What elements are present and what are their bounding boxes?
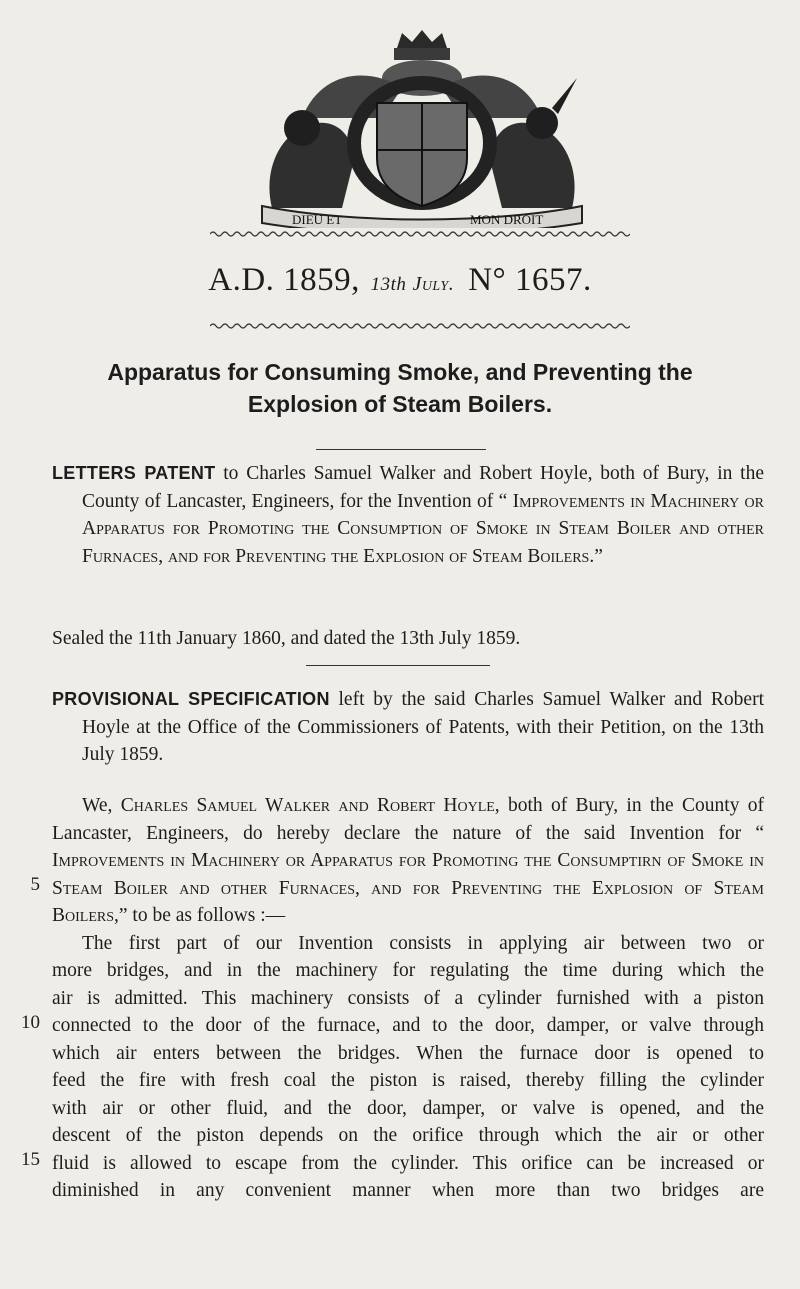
body-line: air is admitted. This machinery consists of a cylinder furnished with a piston <box>52 987 764 1009</box>
body-line: connected to the door of the furnace, and to the door, damper, or valve through <box>52 1015 764 1036</box>
body-line: descent of the piston depends on the orifice through which the air or other <box>52 1125 764 1146</box>
patent-number: N° 1657. <box>468 262 592 298</box>
letters-patent-close: ” <box>594 545 603 567</box>
provisional-text: left by the said Charles Samuel Walker and Robert Hoyle at the Office of the Commissioners of Patents, with their Petition, on the 13th July 1859. <box>82 689 764 765</box>
body-line: fluid is allowed to escape from the cylinder. This orifice can be increased or <box>52 1152 764 1174</box>
motto-left: DIEU ET <box>292 212 343 227</box>
divider-1 <box>316 449 486 450</box>
body-line: which air enters between the bridges. When the furnace door is opened to <box>52 1042 764 1064</box>
body-line: with air or other fluid, and the door, damper, or valve is opened, and the <box>52 1097 764 1119</box>
month: July. <box>412 273 455 295</box>
applicant-names: Charles Samuel Walker and Robert Hoyle, <box>120 795 500 816</box>
we: We, <box>82 795 121 816</box>
letters-patent-text: to Charles Samuel Walker and Robert Hoyle, both of Bury, in the County of Lancaster, Engineers, for the Invention of “ <box>82 463 765 512</box>
body-line: more bridges, and in the machinery for regulating the time during which the <box>52 960 764 981</box>
body-line: feed the fire with fresh coal the piston is raised, thereby filling the cylinder <box>52 1070 764 1091</box>
sealed-text: Sealed the 11th January 1860, and dated the 13th July 1859. <box>52 628 521 649</box>
document-title <box>40 356 760 420</box>
title-line-2: Explosion of Steam Boilers. <box>247 391 553 417</box>
motto-right: MON DROIT <box>470 212 544 227</box>
wavy-rule-bottom <box>210 322 630 330</box>
provisional-specification <box>52 686 764 769</box>
body-line: diminished in any convenient manner when more than two bridges are <box>52 1180 764 1201</box>
body-paragraph-1 <box>52 792 764 930</box>
date-line <box>0 262 800 299</box>
letters-patent-paragraph <box>52 460 764 570</box>
royal-coat-of-arms <box>232 28 612 228</box>
line-number-10: 10 <box>21 1012 40 1033</box>
p1-invention: Improvements in Machinery or Apparatus for Promoting the Consumptirn of Smoke in Steam Boiler and other Furnaces, and for Preventing the Explosion of Steam Boilers, <box>52 850 764 926</box>
letters-patent-invention: Improvements in Machinery or Apparatus for Promoting the Consumption of Smoke in Steam Boiler and other Furnaces, and for Preventing the Explosion of Steam Boilers. <box>82 490 764 567</box>
wavy-rule-top <box>210 230 630 238</box>
p1-text-a: both of Bury, in the County of Lancaster, Engineers, do hereby declare the nature of the said Invention for “ <box>52 795 764 844</box>
letters-patent-heading: LETTERS PATENT <box>52 463 216 483</box>
provisional-heading: PROVISIONAL SPECIFICATION <box>52 689 330 709</box>
sealed-line <box>52 625 764 653</box>
body-line: The first part of our Invention consists in applying air between two or <box>82 932 764 954</box>
divider-2 <box>306 665 490 666</box>
line-number-5: 5 <box>30 874 40 895</box>
title-line-1: Apparatus for Consuming Smoke, and Preventing the <box>107 359 693 385</box>
specification-body <box>52 792 764 1205</box>
day: 13th <box>370 274 407 295</box>
line-number-15: 15 <box>21 1149 40 1170</box>
year: A.D. 1859, <box>208 262 360 298</box>
p1-text-b: ” to be as follows :— <box>118 905 286 926</box>
